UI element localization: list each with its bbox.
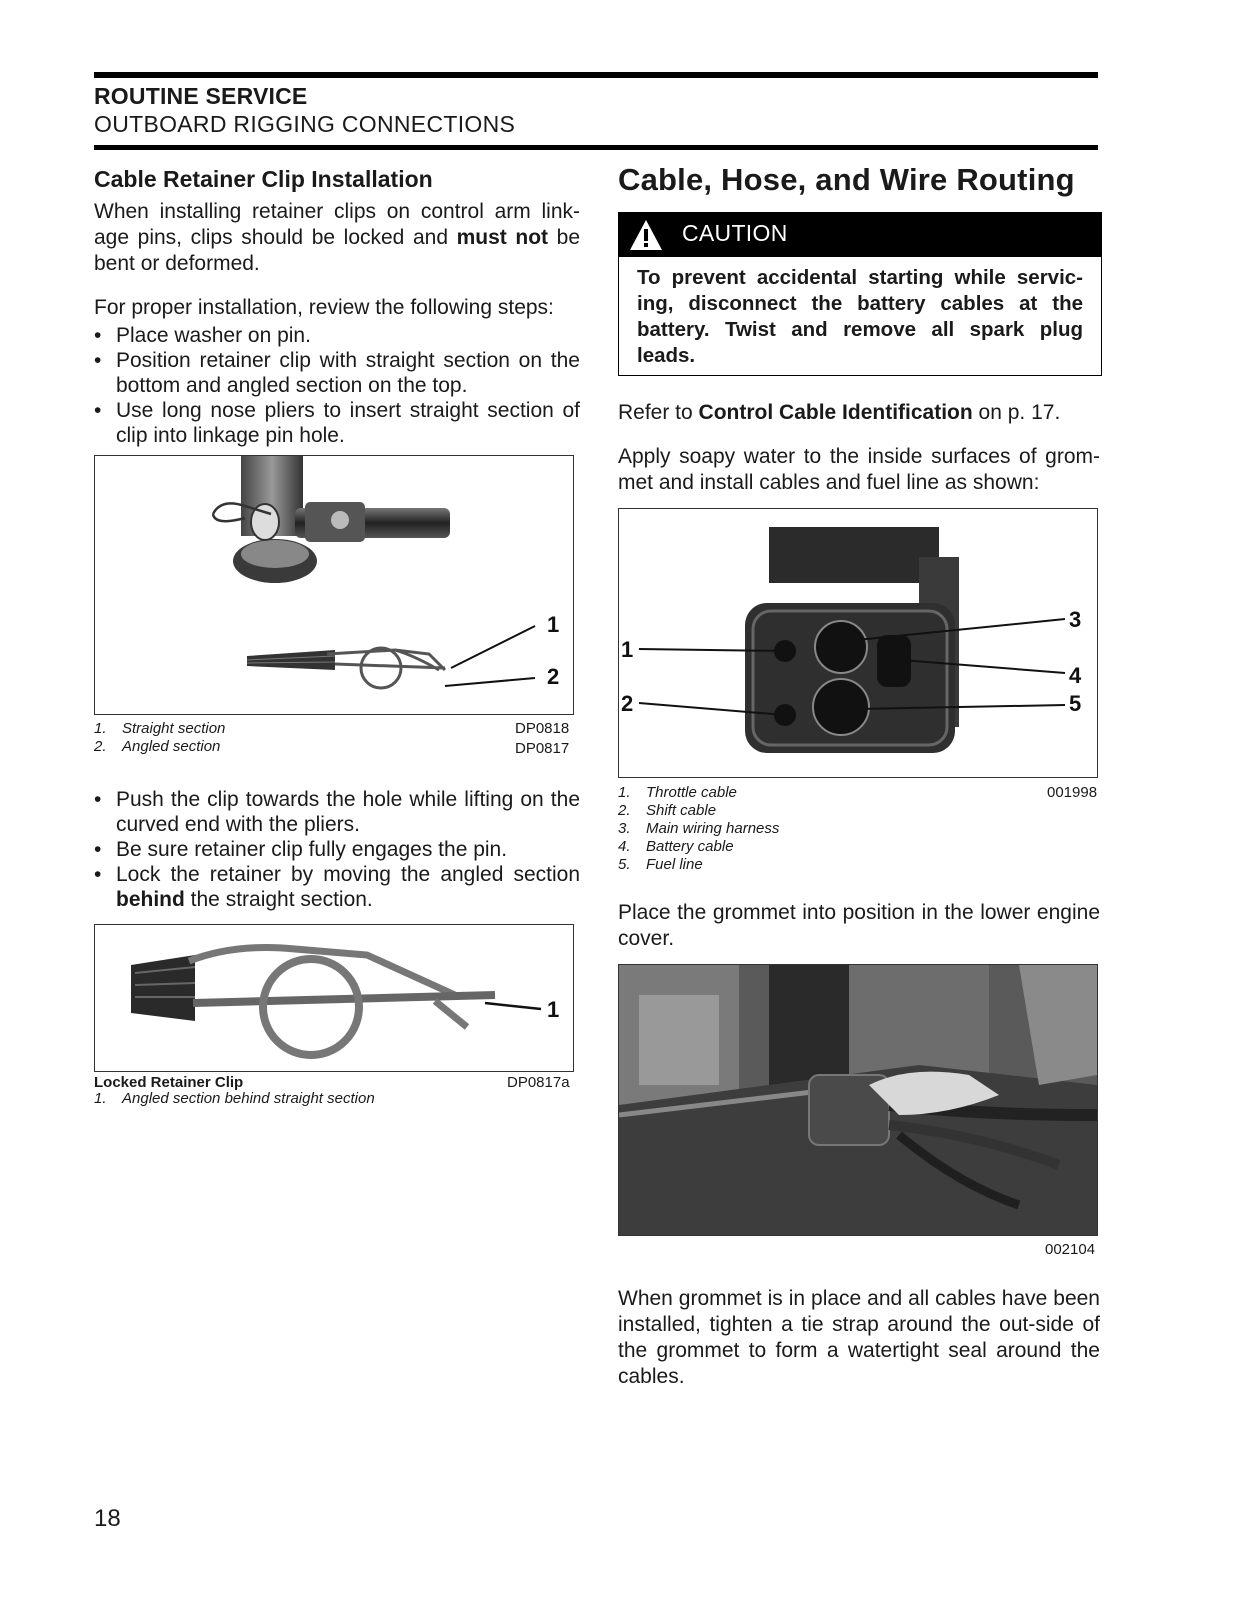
pliers-jaw bbox=[247, 650, 335, 670]
fig1-caption-1: 1. Straight section bbox=[94, 720, 226, 737]
grommet-install-illustration bbox=[619, 965, 1097, 1235]
routing-heading: Cable, Hose, and Wire Routing bbox=[618, 162, 1075, 197]
figure-retainer-clip-parts bbox=[94, 455, 574, 715]
final-paragraph: When grommet is in place and all cables have been installed, tighten a tie strap around the out-side of the grommet to form a watertight seal around the cables. bbox=[618, 1287, 1100, 1388]
fig2-title: Locked Retainer Clip bbox=[94, 1074, 244, 1091]
header-top-rule bbox=[94, 72, 1098, 78]
subsection-title: OUTBOARD RIGGING CONNECTIONS bbox=[94, 111, 516, 137]
list-item: • Push the clip towards the hole while lifting on the curved end with the pliers. bbox=[94, 787, 580, 837]
fig3-caption-3: 3. Main wiring harness bbox=[618, 820, 780, 837]
refer-paragraph: Refer to Control Cable Identification on p. 17. bbox=[618, 401, 1061, 424]
callout-5: 5 bbox=[1069, 691, 1082, 716]
steps-list-2 bbox=[94, 787, 580, 862]
callout-2: 2 bbox=[547, 664, 560, 689]
retainer-clip-parts-illustration bbox=[95, 456, 573, 714]
list-item: • Lock the retainer by moving the angled section behind the straight section. bbox=[94, 862, 580, 912]
left-column-text-top bbox=[94, 166, 580, 448]
locked-clip-illustration bbox=[95, 925, 573, 1071]
must-not-emphasis: must not bbox=[456, 226, 549, 249]
steps-list-3 bbox=[94, 862, 580, 912]
fig2-ref: DP0817a bbox=[507, 1074, 570, 1091]
fig3-caption-2: 2. Shift cable bbox=[618, 802, 717, 819]
callout-1: 1 bbox=[547, 612, 560, 637]
fig1-caption-2: 2. Angled section bbox=[94, 738, 221, 755]
caution-body bbox=[618, 257, 1102, 376]
list-item: • Position retainer clip with straight section on the bottom and angled section on the top. bbox=[94, 348, 580, 398]
cable-clip-heading: Cable Retainer Clip Installation bbox=[94, 166, 433, 192]
right-column-text-top bbox=[618, 400, 1100, 496]
hole-fuel bbox=[813, 679, 869, 735]
section-title: ROUTINE SERVICE bbox=[94, 83, 308, 109]
fig1-ref-1: DP0818 bbox=[515, 720, 570, 737]
place-paragraph: Place the grommet into position in the lower engine cover. bbox=[618, 901, 1100, 950]
callout-1: 1 bbox=[621, 637, 634, 662]
control-cable-link: Control Cable Identification bbox=[698, 401, 973, 424]
caution-header bbox=[618, 212, 1102, 257]
clip-loop bbox=[361, 648, 401, 688]
intro-paragraph: When installing retainer clips on control arm link-age pins, clips should be locked and must not be bent or deformed. bbox=[94, 200, 581, 275]
steps-list-1 bbox=[94, 323, 580, 448]
fig3-caption-5: 5. Fuel line bbox=[618, 856, 703, 873]
callout-4: 4 bbox=[1069, 663, 1082, 688]
pliers bbox=[131, 955, 195, 1021]
callout-2: 2 bbox=[621, 691, 634, 716]
clip-angled-section bbox=[189, 948, 455, 996]
page-number: 18 bbox=[94, 1505, 121, 1532]
callout-3: 3 bbox=[1069, 607, 1082, 632]
fig3-captions bbox=[618, 784, 779, 874]
hole-harness bbox=[815, 621, 867, 673]
figure-grommet-routing bbox=[618, 508, 1098, 778]
warning-triangle-icon bbox=[626, 212, 666, 257]
right-heading-wrap bbox=[618, 162, 1100, 198]
grommet-strap bbox=[769, 527, 939, 583]
figure-grommet-install-photo bbox=[618, 964, 1098, 1236]
figure-locked-retainer-clip bbox=[94, 924, 574, 1072]
right-column-text-mid bbox=[618, 900, 1100, 952]
grommet-illustration bbox=[619, 509, 1097, 777]
fig1-ref-2: DP0817 bbox=[515, 740, 570, 757]
header-bottom-rule bbox=[94, 145, 1098, 150]
steps-intro: For proper installation, review the following steps: bbox=[94, 296, 554, 319]
left-column-text-mid bbox=[94, 787, 580, 912]
fig3-caption-4: 4. Battery cable bbox=[618, 838, 734, 855]
list-item: • Use long nose pliers to insert straight section of clip into linkage pin hole. bbox=[94, 398, 580, 448]
caution-text: To prevent accidental starting while servic-ing, disconnect the battery cables at the battery. Twist and remove all spark plug leads. bbox=[637, 266, 1083, 367]
fig3-caption-1: 1. Throttle cable bbox=[618, 784, 737, 801]
fig3-ref: 001998 bbox=[1047, 784, 1098, 801]
list-item: • Place washer on pin. bbox=[94, 323, 580, 348]
caution-label: CAUTION bbox=[682, 220, 788, 246]
clip-loop bbox=[263, 959, 359, 1055]
apply-paragraph: Apply soapy water to the inside surfaces of grom-met and install cables and fuel line as shown: bbox=[618, 445, 1100, 494]
list-item: • Be sure retainer clip fully engages the pin. bbox=[94, 837, 580, 862]
right-column-text-bottom bbox=[618, 1286, 1100, 1390]
clip-straight-section bbox=[193, 995, 495, 1003]
fig2-caption-1: 1. Angled section behind straight section bbox=[94, 1090, 375, 1107]
fig4-ref: 002104 bbox=[1045, 1241, 1096, 1258]
callout-1: 1 bbox=[547, 997, 560, 1022]
